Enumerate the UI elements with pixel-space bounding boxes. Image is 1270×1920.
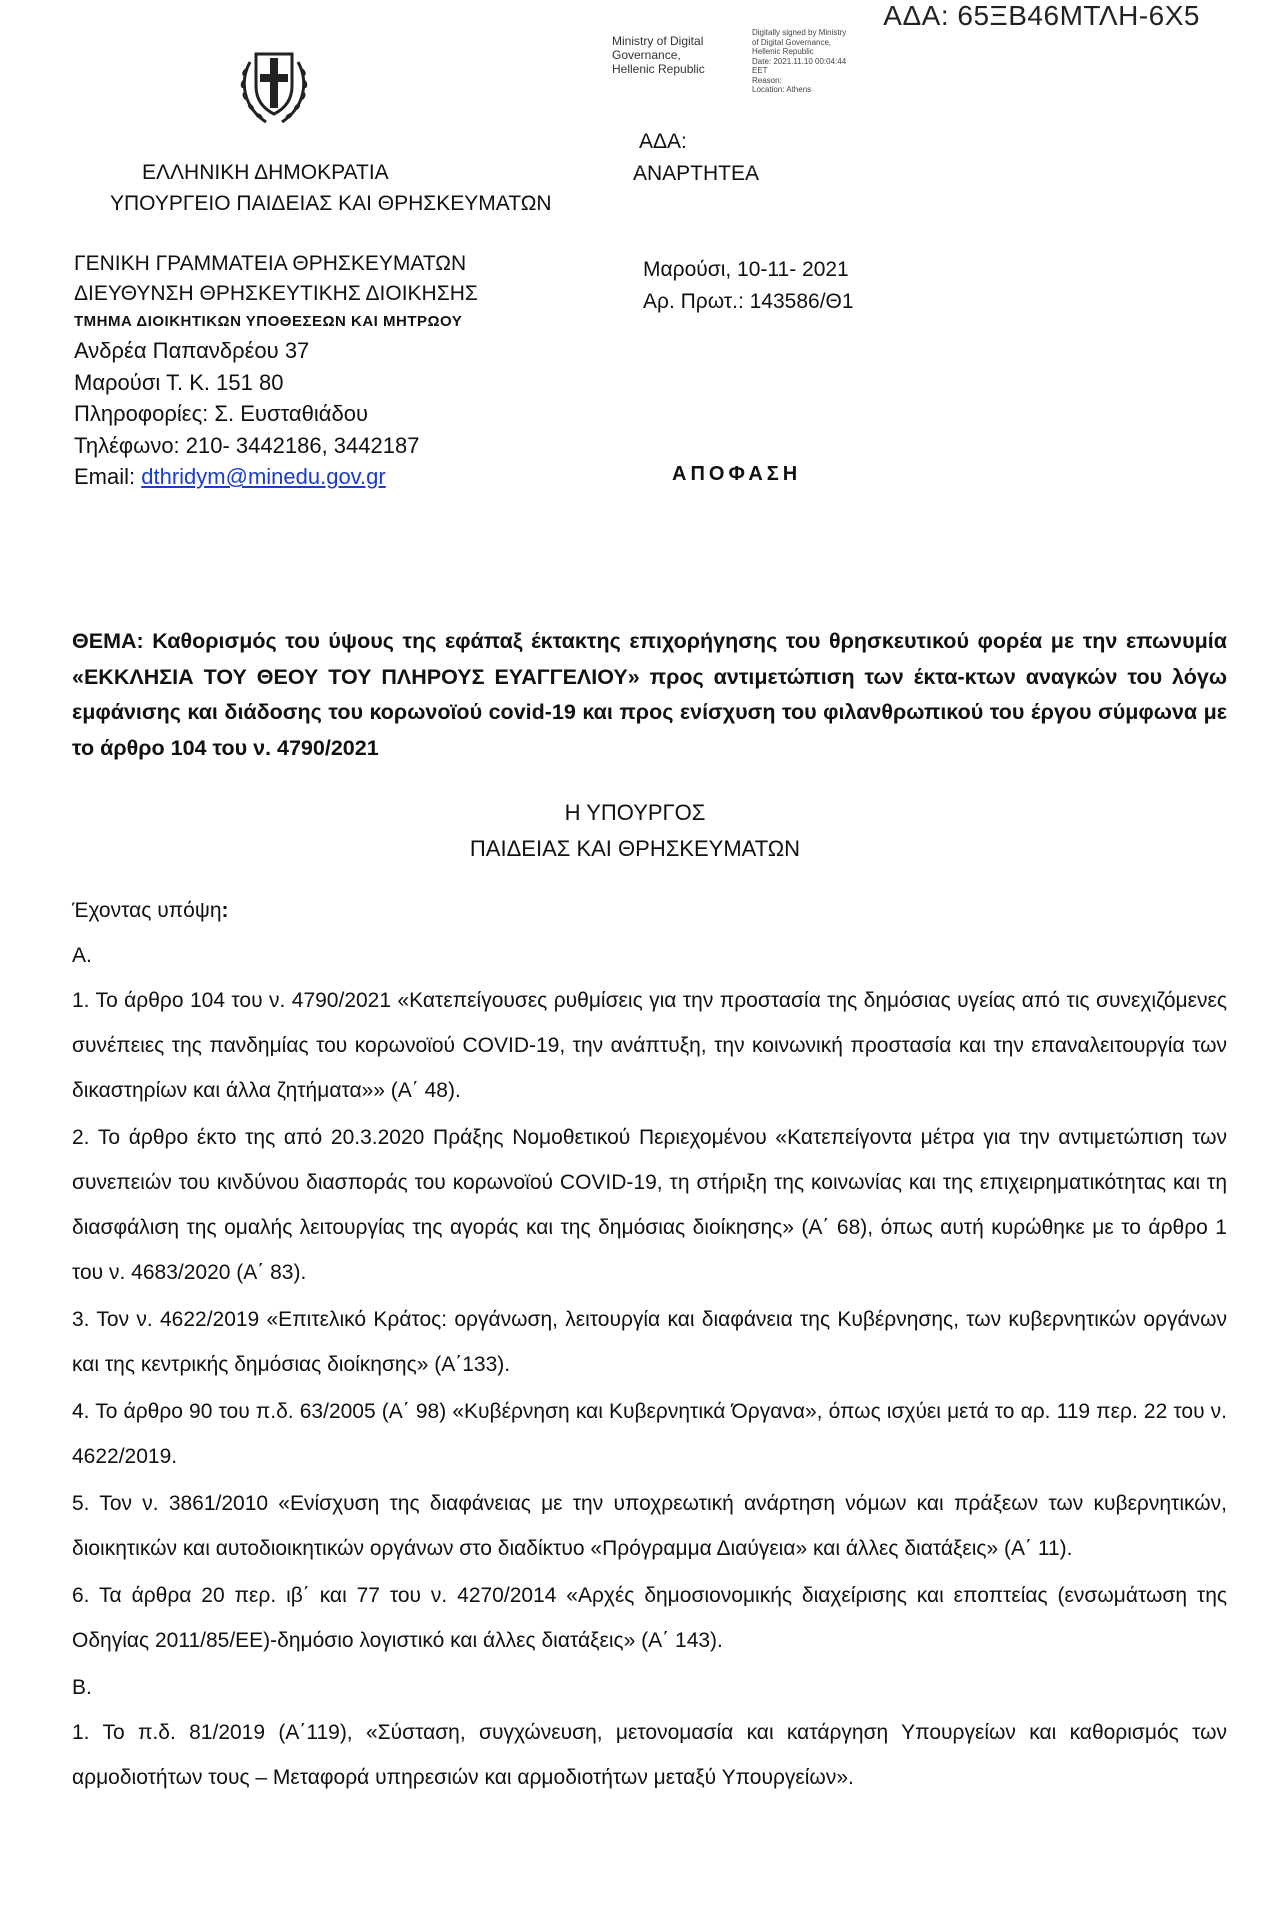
email-line [74, 461, 478, 493]
contact-person: Πληροφορίες: Σ. Ευσταθιάδου [74, 401, 368, 426]
ada-watermark: ΑΔΑ: 65ΞΒ46ΜΤΛΗ-6Χ5 [883, 0, 1200, 31]
consideration-a1: 1. Το άρθρο 104 του ν. 4790/2021 «Κατεπείγουσες ρυθμίσεις για την προστασία της δημόσιας υγείας από τις συνεχιζόμενες συνέπειες της πανδημίας του κορωνοϊού COVID-19, την ανάπτυξη, την κοινωνική προστασία και την επαναλειτουργία των δικαστηρίων και άλλα ζητήματα»» (Α΄ 48). [72, 989, 1227, 1102]
department-section: ΤΜΗΜΑ ΔΙΟΙΚΗΤΙΚΩΝ ΥΠΟΘΕΣΕΩΝ ΚΑΙ ΜΗΤΡΩΟΥ [74, 313, 463, 330]
department-block [74, 249, 478, 493]
signature-detail-line: of Digital Governance, [752, 37, 832, 47]
consideration-a4: 4. Το άρθρο 90 του π.δ. 63/2005 (Α΄ 98) «Κυβέρνηση και Κυβερνητικά Όργανα», όπως ισχύει μετά το αρ. 119 περ. 22 του ν. 4622/2019. [72, 1400, 1227, 1468]
email-link[interactable]: dthridym@minedu.gov.gr [141, 464, 386, 489]
government-title-line: ΕΛΛΗΝΙΚΗ ΔΗΜΟΚΡΑΤΙΑ [142, 161, 389, 184]
subject-paragraph: ΘΕΜΑ: Καθορισμός του ύψους της εφάπαξ έκτακτης επιχορήγησης του θρησκευτικού φορέα με την επωνυμία «ΕΚΚΛΗΣΙΑ ΤΟΥ ΘΕΟΥ ΤΟΥ ΠΛΗΡΟΥΣ ΕΥΑΓΓΕΛΙΟΥ» προς αντιμετώπιση των έκτα-κτων αναγκών του λόγω εμφάνισης και διάδοσης του κορωνοϊού covid-19 και προς ενίσχυση του φιλανθρωπικού του έργου σύμφωνα με το άρθρο 104 του ν. 4790/2021 [72, 629, 1227, 760]
intro-colon: : [221, 899, 229, 922]
signature-org-line: Governance, [612, 48, 681, 62]
minister-title: Η ΥΠΟΥΡΓΟΣ [564, 800, 706, 825]
intro-text: Έχοντας υπόψη [72, 899, 222, 922]
city-line: Μαρούσι Τ. Κ. 151 80 [74, 369, 284, 395]
signature-detail-line: Hellenic Republic [752, 47, 814, 56]
signature-detail-line: EET [752, 66, 768, 75]
document-date: Μαρούσι, 10-11- 2021 [643, 258, 849, 281]
signature-org-line: Hellenic Republic [612, 62, 705, 76]
signature-org-line: Ministry of Digital [612, 34, 704, 48]
general-secretariat: ΓΕΝΙΚΗ ΓΡΑΜΜΑΤΕΙΑ ΘΡΗΣΚΕΥΜΑΤΩΝ [74, 252, 467, 275]
consideration-a5: 5. Τον ν. 3861/2010 «Ενίσχυση της διαφάνειας με την υποχρεωτική ανάρτηση νόμων και πράξεων των κυβερνητικών, διοικητικών και αυτοδιοικητικών οργάνων στο διαδίκτυο «Πρόγραμμα Διαύγεια» και άλλες διατάξεις» (Α΄ 11). [72, 1492, 1227, 1560]
coat-of-arms-icon [236, 40, 312, 128]
ada-label: ΑΔΑ: [639, 130, 687, 153]
section-b-label: Β. [72, 1676, 92, 1699]
posting-status: ΑΝΑΡΤΗΤΕΑ [633, 162, 760, 185]
email-label: Email: [74, 464, 142, 489]
consideration-a3: 3. Τον ν. 4622/2019 «Επιτελικό Κράτος: οργάνωση, λειτουργία και διαφάνεια της Κυβέρνησης, των κυβερνητικών οργάνων και της κεντρικής δημόσιας διοίκησης» (Α΄133). [72, 1308, 1227, 1376]
signature-detail-line: Date: 2021.11.10 00:04:44 [752, 56, 847, 66]
signature-detail-line: Digitally signed by Ministry [752, 28, 847, 37]
ada-posting-block [633, 126, 759, 190]
signature-detail-line: Location: Athens [752, 85, 812, 94]
signature-detail-line: Reason: [752, 75, 782, 85]
considerations-intro [72, 888, 1227, 933]
consideration-b1: 1. Το π.δ. 81/2019 (Α΄119), «Σύσταση, συγχώνευση, μετονομασία και κατάργηση Υπουργείων και καθορισμός των αρμοδιοτήτων τους – Μεταφορά υπηρεσιών και αρμοδιοτήτων μεταξύ Υπουργείων». [72, 1721, 1227, 1789]
signature-organization [612, 34, 742, 76]
government-title [110, 157, 552, 219]
date-protocol-block [643, 254, 854, 318]
directorate: ΔΙΕΥΘΥΝΣΗ ΘΡΗΣΚΕΥΤΙΚΗΣ ΔΙΟΙΚΗΣΗΣ [74, 282, 478, 305]
phone-line: Τηλέφωνο: 210- 3442186, 3442187 [74, 432, 420, 458]
protocol-number: Αρ. Πρωτ.: 143586/Θ1 [643, 290, 854, 313]
document-body [72, 888, 1227, 1802]
decision-heading: ΑΠΟΦΑΣΗ [672, 463, 802, 485]
consideration-a2: 2. Το άρθρο έκτο της από 20.3.2020 Πράξης Νομοθετικού Περιεχομένου «Κατεπείγοντα μέτρα για την αντιμετώπιση των συνεπειών του κινδύνου διασποράς του κορωνοϊού COVID-19, τη στήριξη της κοινωνίας και της επιχειρηματικότητας και τη διασφάλιση της ομαλής λειτουργίας της αγοράς και της δημόσιας διοίκησης» (Α΄ 68), όπως αυτή κυρώθηκε με το άρθρο 1 του ν. 4683/2020 (Α΄ 83). [72, 1126, 1227, 1284]
address-line: Ανδρέα Παπανδρέου 37 [74, 338, 310, 363]
signature-details [752, 28, 902, 95]
ministry-name: ΠΑΙΔΕΙΑΣ ΚΑΙ ΘΡΗΣΚΕΥΜΑΤΩΝ [469, 836, 801, 861]
section-a-label: Α. [72, 944, 92, 967]
consideration-a6: 6. Τα άρθρα 20 περ. ιβ΄ και 77 του ν. 4270/2014 «Αρχές δημοσιονομικής διαχείρισης και εποπτείας (ενσωμάτωση της Οδηγίας 2011/85/ΕΕ)-δημόσιο λογιστικό και άλλες διατάξεις» (Α΄ 143). [72, 1584, 1227, 1652]
ministry-title: ΥΠΟΥΡΓΕΙΟ ΠΑΙΔΕΙΑΣ ΚΑΙ ΘΡΗΣΚΕΥΜΑΤΩΝ [110, 192, 552, 215]
minister-heading [0, 795, 1270, 867]
